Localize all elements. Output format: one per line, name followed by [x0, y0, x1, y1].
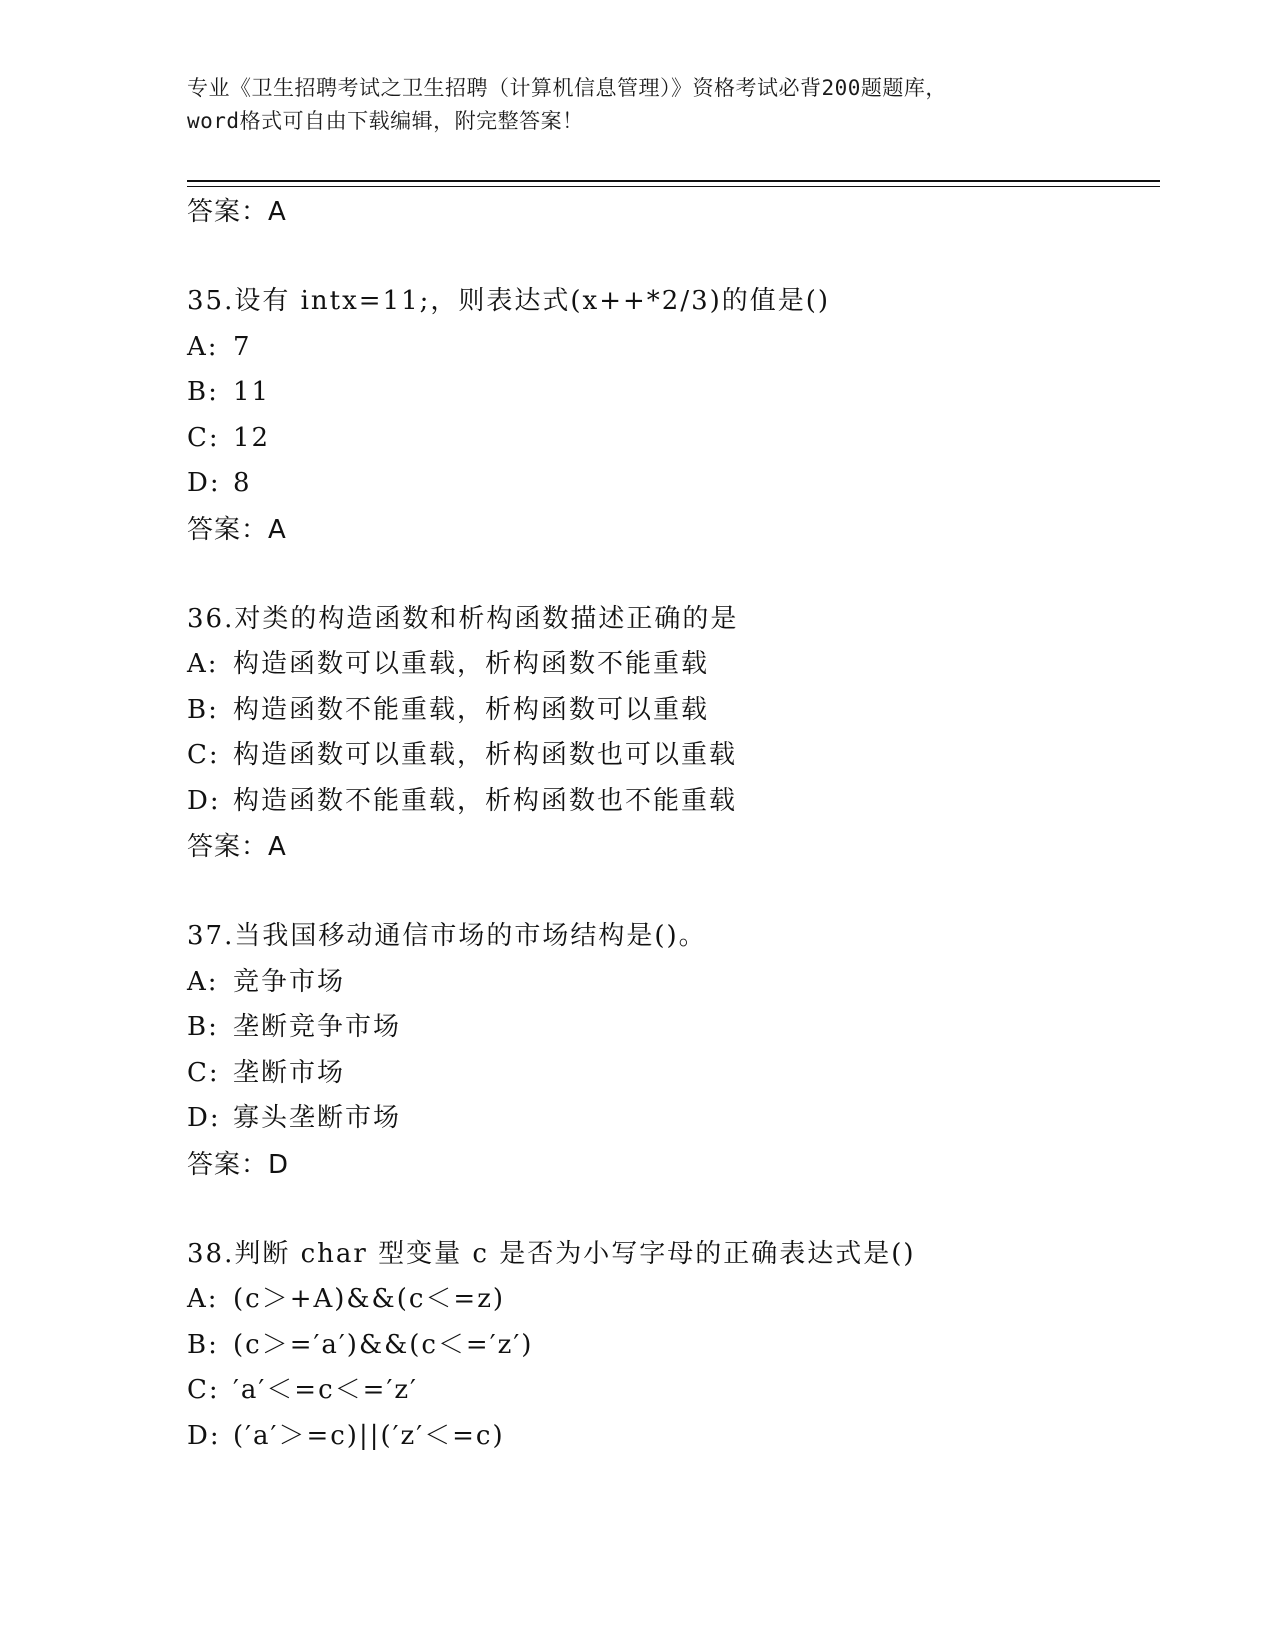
answer-value: A	[268, 514, 287, 545]
option-letter: D:	[187, 785, 221, 816]
option-letter: B:	[187, 377, 219, 407]
spacer	[187, 553, 1147, 597]
answer-label: 答案：	[187, 514, 269, 545]
option-a	[187, 1277, 1147, 1323]
question-36	[187, 597, 1147, 871]
option-text: 7	[233, 331, 252, 362]
option-b	[187, 1005, 1147, 1051]
option-text: 8	[233, 468, 252, 498]
option-b	[187, 688, 1147, 734]
option-c	[187, 1051, 1147, 1097]
option-text: 构造函数可以重载，析构函数也可以重载	[233, 740, 738, 770]
option-d	[187, 1414, 1147, 1460]
option-c	[187, 416, 1147, 462]
option-a	[187, 325, 1147, 371]
option-letter: D:	[187, 1103, 221, 1133]
option-c	[187, 733, 1147, 779]
option-text: 构造函数不能重载，析构函数也不能重载	[233, 785, 738, 816]
option-a	[187, 960, 1147, 1006]
option-text: 垄断市场	[233, 1057, 346, 1088]
option-letter: C:	[187, 740, 220, 770]
option-d	[187, 461, 1147, 507]
answer-label: 答案：	[187, 832, 269, 862]
option-c	[187, 1368, 1147, 1414]
answer-value: A	[268, 832, 287, 862]
option-d	[187, 779, 1147, 825]
spacer	[187, 870, 1147, 914]
option-letter: B:	[187, 694, 219, 725]
option-letter: C:	[187, 1057, 220, 1088]
option-letter: C:	[187, 1375, 220, 1405]
option-letter: B:	[187, 1012, 219, 1042]
question-stem: 35.设有 intx=11;，则表达式(x++*2/3)的值是()	[187, 286, 831, 316]
answer-label: 答案：	[187, 197, 269, 227]
option-text: 12	[233, 422, 271, 453]
header-divider-thick	[187, 180, 1160, 182]
option-text: (c＞=′a′)&&(c＜=′z′)	[233, 1329, 534, 1360]
option-letter: A:	[187, 649, 219, 679]
answer-line	[187, 1142, 1147, 1188]
option-text: ′a′＜=c＜=′z′	[233, 1375, 418, 1405]
question-37	[187, 914, 1147, 1188]
option-letter: A:	[187, 966, 219, 997]
option-letter: A:	[187, 331, 219, 362]
question-35	[187, 279, 1147, 553]
option-text: (′a′＞=c)||(′z′＜=c)	[233, 1420, 505, 1451]
answer-line	[187, 507, 1147, 553]
option-b	[187, 1323, 1147, 1369]
option-a	[187, 642, 1147, 688]
question-stem: 36.对类的构造函数和析构函数描述正确的是	[187, 603, 739, 634]
question-list	[187, 189, 1147, 1459]
option-d	[187, 1096, 1147, 1142]
option-text: 垄断竞争市场	[233, 1012, 402, 1042]
answer-label: 答案：	[187, 1149, 269, 1180]
option-text: 构造函数不能重载，析构函数可以重载	[233, 694, 710, 725]
spacer	[187, 1188, 1147, 1232]
spacer	[187, 235, 1147, 279]
header-divider-thin	[187, 186, 1160, 187]
option-b	[187, 370, 1147, 416]
answer-value: D	[268, 1149, 290, 1180]
answer-line	[187, 189, 1147, 235]
header-line-1: 专业《卫生招聘考试之卫生招聘（计算机信息管理）》资格考试必背200题题库，	[187, 76, 947, 100]
option-text: 竞争市场	[233, 966, 346, 997]
option-letter: D:	[187, 468, 221, 498]
option-text: 11	[233, 377, 271, 407]
header-line-2: word格式可自由下载编辑，附完整答案！	[187, 109, 584, 133]
option-text: 寡头垄断市场	[233, 1103, 402, 1133]
question-stem: 38.判断 char 型变量 c 是否为小写字母的正确表达式是()	[187, 1238, 916, 1269]
question-38	[187, 1232, 1147, 1460]
question-stem: 37.当我国移动通信市场的市场结构是()。	[187, 921, 707, 951]
answer-line	[187, 824, 1147, 870]
answer-value: A	[268, 197, 287, 227]
document-header	[187, 72, 1067, 138]
option-letter: D:	[187, 1420, 221, 1451]
option-letter: C:	[187, 422, 220, 453]
option-letter: B:	[187, 1329, 219, 1360]
option-letter: A:	[187, 1284, 219, 1314]
option-text: 构造函数可以重载，析构函数不能重载	[233, 649, 710, 679]
option-text: (c＞+A)&&(c＜=z)	[233, 1284, 506, 1314]
